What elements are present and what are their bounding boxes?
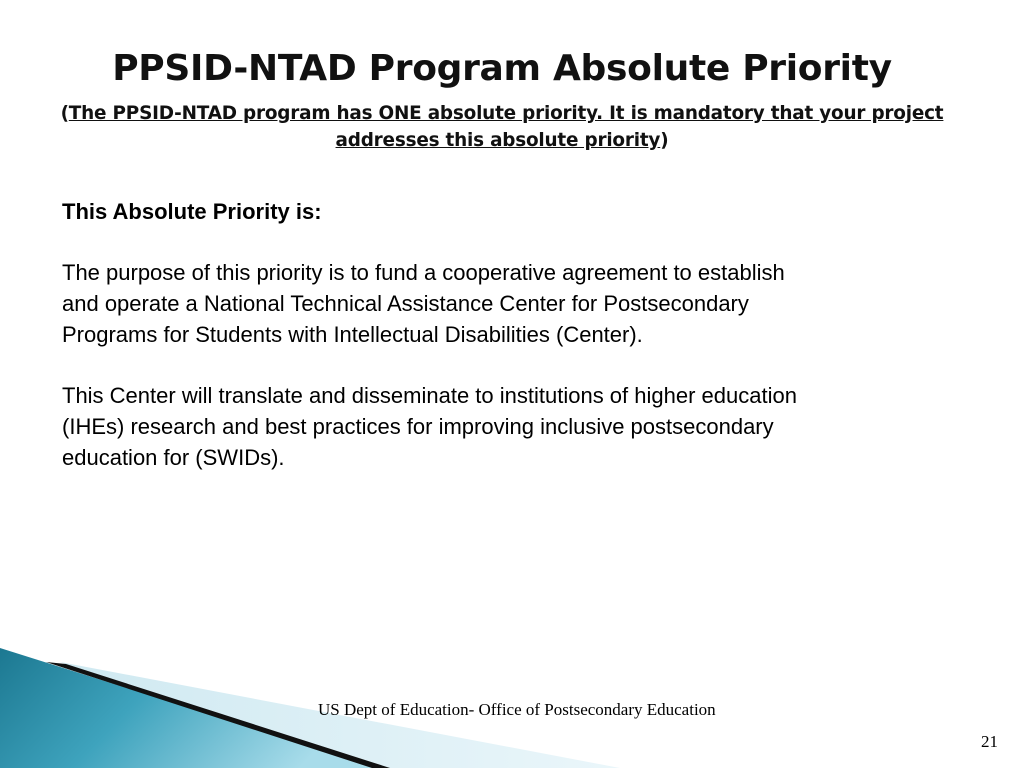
body-heading: This Absolute Priority is: [62,199,322,224]
body-paragraph-center: This Center will translate and disseminate to institutions of higher education (IHEs) research and best practices for improving inclusive postsecondary education for (SWIDs). [62,383,797,470]
subtitle-open-paren: ( [60,103,69,124]
slide-title: PPSID-NTAD Program Absolute Priority [112,48,892,89]
subtitle-underlined-text: The PPSID-NTAD program has ONE absolute priority. It is mandatory that your project addresses this absolute priority [68,103,944,151]
page-number: 21 [981,732,998,751]
paragraph-spacer [62,228,822,259]
slide-subtitle [30,100,974,154]
subtitle-close-paren: ) [660,130,669,151]
footer-text: US Dept of Education- Office of Postsecondary Education [318,700,716,719]
body-content [62,197,822,473]
paragraph-spacer [62,351,822,382]
body-paragraph-purpose: The purpose of this priority is to fund a cooperative agreement to establish and operate a National Technical Assistance Center for Postsecondary Programs for Students with Intellectual Disabilities (Center). [62,260,785,347]
